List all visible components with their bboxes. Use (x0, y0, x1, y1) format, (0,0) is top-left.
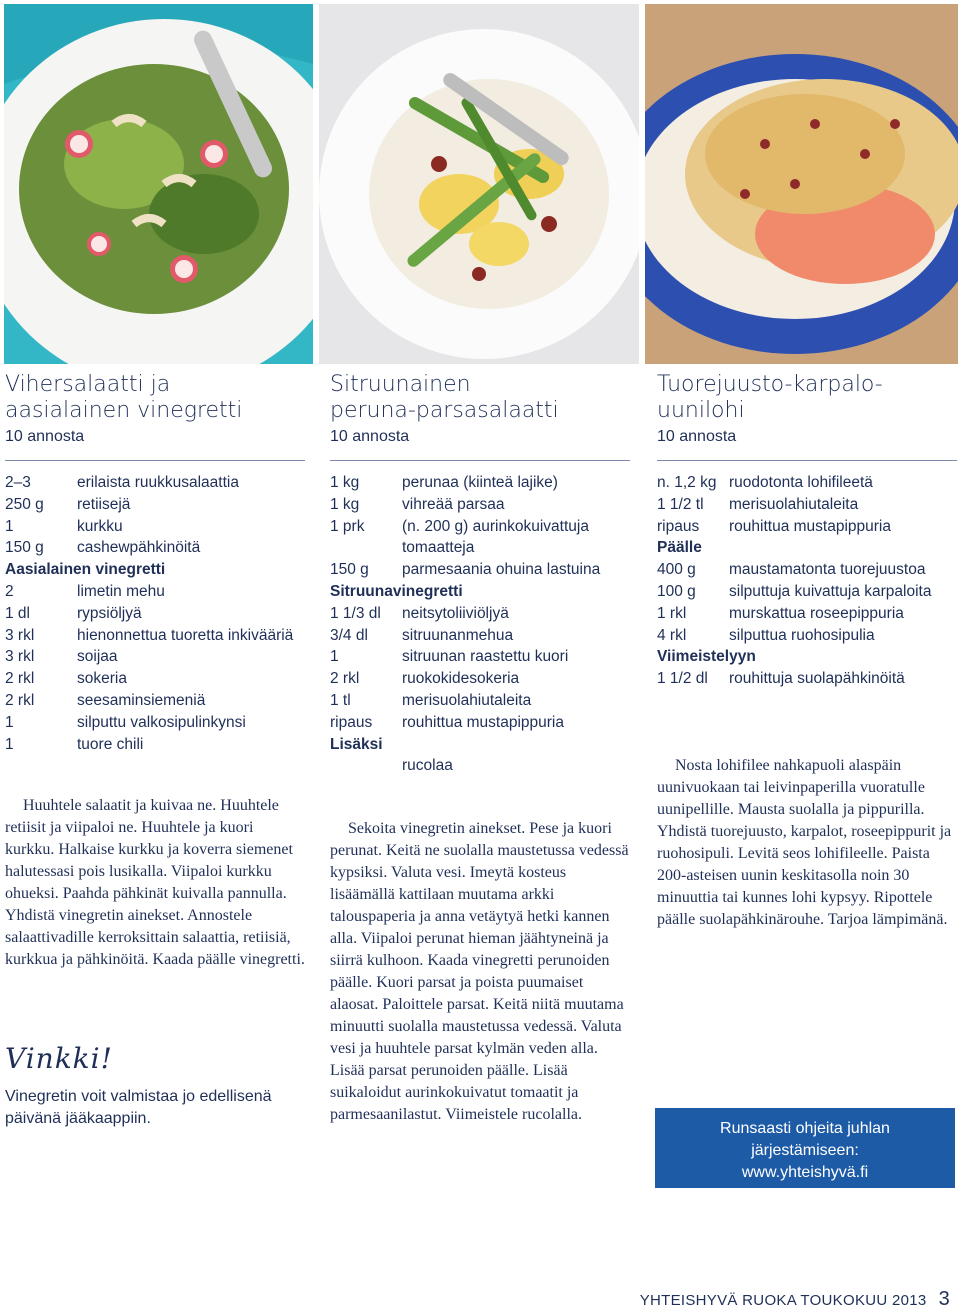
ingredient-name: limetin mehu (77, 582, 165, 600)
recipe-potato-asparagus (330, 372, 630, 1123)
method-text: Huuhtele salaatit ja kuivaa ne. Huuhtele retiisit ja viipaloi ne. Huuhtele ja kuori kurkku. Halkaise kurkku ja koverra siemenet halutessasi pois lusikalla. Viipaloi kurkku ohueksi. Paahda pähkinät kuivalla pannulla. Yhdistä vinegretin ainekset. Annostele salaattivadille kerroksittain salaattia, retiisiä, kurkkua ja pähkinöitä. Kaada päälle vinegretti. (5, 797, 305, 968)
ingredient-name: rouhittua mustapippuria (402, 713, 564, 731)
ingredient-name: rypsiöljyä (77, 604, 142, 622)
ingredient-row (330, 668, 630, 690)
salad-photo (4, 4, 313, 364)
ingredient-amount: 1 (5, 735, 14, 753)
ingredient-amount: 1 kg (330, 474, 360, 491)
ingredient-amount: 3 rkl (5, 626, 35, 644)
ingredient-row (330, 516, 630, 560)
page-footer (640, 1288, 950, 1311)
ingredient-amount: 400 g (657, 561, 696, 579)
ingredient-amount: 2 rkl (5, 670, 35, 688)
servings: 10 annosta (330, 428, 410, 445)
ingredient-amount: 150 g (5, 539, 44, 557)
ingredient-name: merisuolahiutaleita (402, 691, 532, 709)
ingredient-heading (330, 581, 630, 603)
divider (5, 460, 305, 461)
ingredient-row (330, 603, 630, 625)
ingredient-row (657, 516, 957, 538)
ingredient-row (657, 603, 957, 625)
ingredient-name: sitruunanmehua (402, 626, 514, 644)
ingredient-name: soijaa (77, 648, 118, 666)
ingredient-name: (n. 200 g) aurinkokuivattuja tomaatteja (402, 517, 589, 557)
ingredient-name: rouhittuja suolapähkinöitä (729, 670, 905, 688)
ingredient-name: murskattua roseepippuria (729, 604, 904, 622)
ingredient-name: perunaa (kiinteä lajike) (402, 474, 558, 491)
ingredient-row (330, 712, 630, 734)
promo-box (655, 1108, 955, 1188)
ingredient-amount: 3/4 dl (330, 626, 368, 644)
ingredient-row (5, 494, 305, 516)
ingredient-row (657, 472, 957, 494)
ingredient-heading (657, 537, 957, 559)
ingredient-amount: 1 dl (5, 604, 30, 622)
ingredient-heading (5, 559, 305, 581)
ingredient-amount: 1 (5, 713, 14, 731)
ingredient-amount: ripaus (330, 713, 373, 731)
ingredient-name: neitsytoliiviöljyä (402, 604, 509, 622)
ingredient-amount: 2 rkl (330, 670, 360, 688)
recipe-title: Tuorejuusto-karpalo- uunilohi (657, 372, 883, 423)
promo-line: Runsaasti ohjeita juhlan (720, 1120, 890, 1137)
ingredient-amount: 1 kg (330, 495, 360, 513)
ingredient-row (5, 603, 305, 625)
ingredient-heading (657, 646, 957, 668)
ingredient-row (330, 690, 630, 712)
method-text: Nosta lohifilee nahkapuoli alaspäin uunivuokaan tai leivinpaperilla vuoratulle uunipellille. Mausta suolalla ja pippurilla. Yhdistä tuorejuusto, karpalot, roseepippurit ja ruohosipuli. Levitä seos lohifileelle. Paista 200-asteisen uunin keskitasolla noin 30 minuuttia tai kunnes lohi kypsyy. Ripottele päälle suolapähkinärouhe. Tarjoa lämpimänä. (657, 757, 952, 928)
ingredient-name: silputtu valkosipulinkynsi (77, 713, 246, 731)
ingredient-name: sitruunan raastettu kuori (402, 648, 569, 666)
tip-heading: Vinkki! (5, 1042, 113, 1075)
ingredient-list (330, 472, 630, 777)
ingredient-list (657, 472, 957, 690)
ingredient-name: merisuolahiutaleita (729, 495, 859, 513)
page-number: 3 (938, 1288, 950, 1310)
ingredient-amount: 2 rkl (5, 691, 35, 709)
ingredient-row (5, 516, 305, 538)
ingredient-amount: 1 (5, 517, 14, 535)
publication-name: YHTEISHYVÄ RUOKA TOUKOKUU 2013 (639, 1292, 927, 1309)
ingredient-name: vihreää parsaa (402, 495, 505, 513)
ingredient-heading (330, 734, 630, 756)
ingredient-row (657, 494, 957, 516)
divider (657, 460, 957, 461)
divider (330, 460, 630, 461)
ingredient-name: rouhittua mustapippuria (729, 517, 891, 535)
ingredient-amount: 2 (5, 582, 14, 600)
ingredient-name: silputtua ruohosipulia (729, 626, 875, 644)
servings: 10 annosta (5, 428, 85, 445)
ingredient-row (330, 646, 630, 668)
potato-asparagus-photo (319, 4, 639, 364)
ingredient-name: rucolaa (402, 757, 453, 775)
ingredient-row (5, 690, 305, 712)
ingredient-name: tuore chili (77, 735, 144, 753)
recipe-title: Sitruunainen peruna-parsasalaatti (330, 372, 559, 423)
ingredient-row (5, 625, 305, 647)
ingredient-name: erilaista ruukkusalaattia (77, 474, 239, 491)
ingredient-amount: 1 1/2 tl (657, 495, 704, 513)
ingredient-row (330, 625, 630, 647)
ingredient-row (657, 559, 957, 581)
ingredient-heading-text: Aasialainen vinegretti (5, 561, 166, 579)
ingredient-heading-text: Lisäksi (330, 735, 383, 753)
ingredient-row (5, 734, 305, 756)
ingredient-row (5, 537, 305, 559)
ingredient-row (5, 581, 305, 603)
tip-text: Vinegretin voit valmistaa jo edellisenä päivänä jääkaappiin. (5, 1088, 272, 1127)
ingredient-amount (330, 755, 402, 777)
recipe-salmon (657, 372, 957, 928)
ingredient-row (657, 625, 957, 647)
ingredient-amount: 3 rkl (5, 648, 35, 666)
method-text: Sekoita vinegretin ainekset. Pese ja kuori perunat. Keitä ne suolalla maustetussa vedessä kypsiksi. Valuta vesi. Imeytä kosteus lisäämällä kattilaan muutama arkki talouspaperia ja anna vetäytyä hetki kannen alla. Viipaloi perunat hieman jäähtyneinä ja siirrä kulhoon. Kaada vinegretti perunoiden päälle. Kuori parsat ja poista puumaiset alaosat. Paloittele parsat. Keitä niitä muutama minuutti suolalla maustetussa vedessä. Valuta vesi ja huuhtele parsat kylmän veden alla. Lisää parsat perunoiden päälle. Lisää suikaloidut aurinkokuivatut tomaatit ja parmesaanilastut. Viimeistele rucolalla. (330, 820, 629, 1123)
ingredient-row (5, 668, 305, 690)
ingredient-name: parmesaania ohuina lastuina (402, 561, 601, 579)
ingredient-amount: 1 1/3 dl (330, 604, 381, 622)
ingredient-heading-text: Päälle (657, 539, 702, 557)
ingredient-name: kurkku (77, 517, 123, 535)
servings: 10 annosta (657, 428, 737, 445)
promo-link[interactable]: www.yhteishyvä.fi (741, 1164, 869, 1181)
ingredient-name: ruodotonta lohifileetä (729, 474, 873, 491)
ingredient-row (657, 581, 957, 603)
ingredient-name: ruokokidesokeria (402, 670, 520, 688)
ingredient-amount: n. 1,2 kg (657, 474, 717, 491)
ingredient-heading-text: Sitruunavinegretti (330, 582, 463, 600)
salmon-photo (645, 4, 958, 364)
ingredient-name: hienonnettua tuoretta inkivääriä (77, 626, 294, 644)
ingredient-name: seesaminsiemeniä (77, 691, 206, 709)
ingredient-name: retiisejä (77, 495, 131, 513)
recipe-title: Vihersalaatti ja aasialainen vinegretti (5, 372, 243, 423)
ingredient-row (657, 668, 957, 690)
ingredient-amount: 100 g (657, 582, 696, 600)
ingredient-amount: 4 rkl (657, 626, 687, 644)
ingredient-row (5, 712, 305, 734)
ingredient-amount: 250 g (5, 495, 44, 513)
promo-line: järjestämiseen: (751, 1142, 859, 1159)
ingredient-name: sokeria (77, 670, 127, 688)
ingredient-heading-text: Viimeistelyyn (657, 648, 756, 666)
ingredient-row (330, 559, 630, 581)
ingredient-amount: 1 rkl (657, 604, 687, 622)
ingredient-amount: 1 (330, 648, 339, 666)
ingredient-name: maustamatonta tuorejuustoa (729, 561, 926, 579)
ingredient-amount: ripaus (657, 517, 700, 535)
ingredient-amount: 1 tl (330, 691, 351, 709)
ingredient-row (330, 494, 630, 516)
ingredient-amount: 1 prk (330, 517, 365, 535)
recipe-salad (5, 372, 305, 1127)
ingredient-list (5, 472, 305, 755)
ingredient-row (330, 755, 630, 777)
ingredient-row (5, 472, 305, 494)
ingredient-row (5, 646, 305, 668)
ingredient-row (330, 472, 630, 494)
ingredient-amount: 150 g (330, 561, 369, 579)
ingredient-amount: 1 1/2 dl (657, 670, 708, 688)
ingredient-name: cashewpähkinöitä (77, 539, 201, 557)
ingredient-name: silputtuja kuivattuja karpaloita (729, 582, 932, 600)
ingredient-amount: 2–3 (5, 474, 31, 491)
